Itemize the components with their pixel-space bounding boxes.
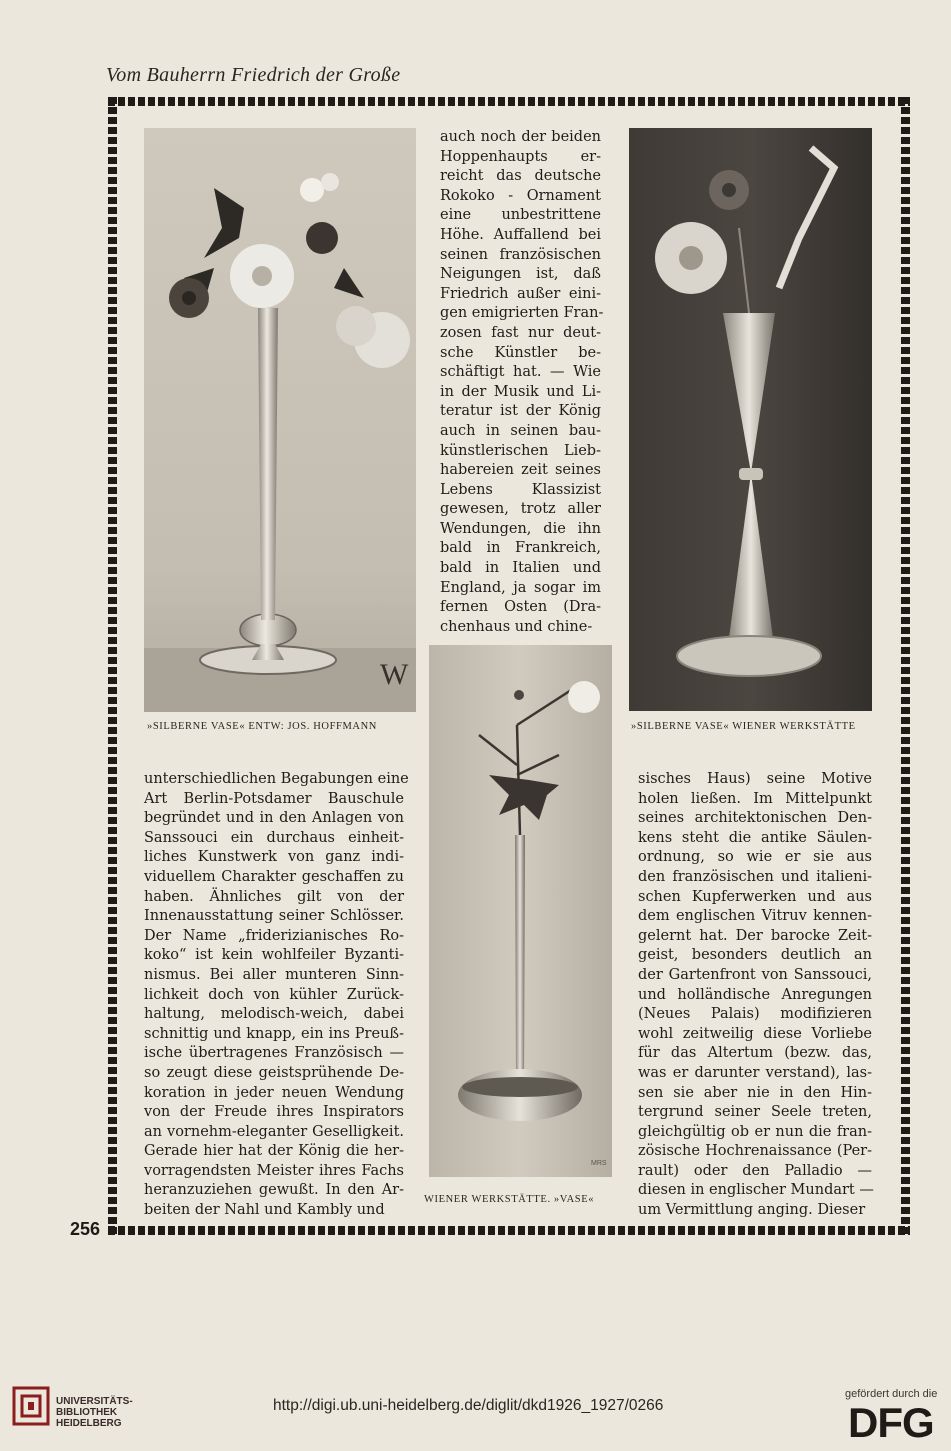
- svg-text:W: W: [380, 658, 409, 691]
- text-line: Art Berlin-Potsdamer Bauschule: [144, 790, 404, 807]
- text-line: schnittig und knapp, ein ins Preuß-: [144, 1025, 404, 1042]
- text-line: Der Name „friderizianisches Ro-: [144, 927, 404, 944]
- text-line: kens steht die antike Säulen-: [638, 829, 872, 846]
- text-line: Innenausstattung seiner Schlösser.: [144, 908, 404, 925]
- decorative-border-right: [901, 97, 910, 1235]
- text-line: in der Musik und Li-: [440, 383, 601, 400]
- text-line: England, ja sogar im: [440, 579, 601, 596]
- text-line: so zeugt diese geistsprühende De-: [144, 1064, 404, 1081]
- running-head: Vom Bauherrn Friedrich der Große: [106, 64, 401, 86]
- text-line: schen Kupferwerken und aus: [638, 888, 872, 905]
- text-line: koko“ ist kein wohlfeiler Byzanti-: [144, 947, 404, 964]
- text-line: diesen in englischer Mundart —: [638, 1182, 874, 1199]
- caption-right: »SILBERNE VASE« WIENER WERKSTÄTTE: [631, 721, 856, 732]
- text-line: teratur ist der König: [440, 403, 601, 420]
- text-line: haben. Ähnliches gilt von der: [144, 888, 404, 905]
- text-line: der Gartenfront von Sanssouci,: [638, 966, 872, 983]
- text-line: rault) oder den Palladio —: [638, 1162, 872, 1179]
- text-line: begründet und in den Anlagen von: [144, 810, 404, 827]
- text-line: eine unbestrittene: [440, 207, 601, 224]
- text-line: gewesen, trotz aller: [440, 501, 601, 518]
- text-line: auch noch der beiden: [440, 129, 601, 145]
- text-line: geist, besonders deutlich an: [638, 947, 872, 964]
- text-line: an vornehm-eleganter Geselligkeit.: [144, 1123, 404, 1140]
- text-line: bald in Italien und: [440, 560, 601, 577]
- text-line: Rokoko - Ornament: [440, 187, 601, 204]
- text-line: Friedrich außer eini-: [440, 285, 601, 302]
- text-line: dem englischen Vitruv kennen-: [638, 908, 872, 925]
- text-line: Gerade hier hat der König die her-: [144, 1143, 404, 1160]
- text-line: den französischen und italieni-: [638, 868, 872, 885]
- source-url-link[interactable]: http://digi.ub.uni-heidelberg.de/diglit/dkd1926_1927/0266: [273, 1397, 664, 1414]
- text-line: was er darunter verstand), las-: [638, 1064, 872, 1081]
- text-line: auch in seinen bau-: [440, 422, 601, 439]
- text-line: Sanssouci ein durchaus einheit-: [144, 829, 404, 846]
- text-column-left: [144, 770, 409, 1221]
- svg-text:MRS: MRS: [591, 1160, 607, 1167]
- text-line: bald in Frankreich,: [440, 540, 601, 557]
- decorative-border-top: [108, 97, 910, 106]
- text-line: tergrund seiner Seele treten,: [638, 1104, 872, 1121]
- text-line: Wendungen, die ihn: [440, 520, 601, 537]
- text-line: zösische Hochrenaissance (Per-: [638, 1143, 872, 1160]
- page-number: 256: [70, 1219, 101, 1239]
- text-line: künstlerischen Lieb-: [440, 442, 601, 459]
- text-line: chenhaus und chine-: [440, 618, 593, 635]
- text-column-top: [440, 128, 604, 637]
- text-line: gleichgültig ob er nun die fran-: [638, 1123, 872, 1140]
- text-line: koration in jeder neuen Wendung: [144, 1084, 404, 1101]
- text-line: lichkeit doch von kühler Zurück-: [144, 986, 404, 1003]
- text-line: von der Freude ihres Inspirators: [144, 1104, 404, 1121]
- text-line: ordnung, so wie er sie aus: [638, 849, 872, 866]
- text-line: Lebens Klassizist: [440, 481, 601, 498]
- text-line: liches Kunstwerk von ganz indi-: [144, 849, 404, 866]
- text-line: wohl zeitweilig diese Vorliebe: [638, 1025, 872, 1042]
- text-line: um Vermittlung anging. Dieser: [638, 1202, 866, 1219]
- text-line: (Neues Palais) modifizieren: [638, 1006, 872, 1023]
- text-line: seines architektonischen Den-: [638, 810, 872, 827]
- library-name: [56, 1396, 133, 1429]
- decorative-border-bottom: [108, 1226, 910, 1235]
- text-line: Hoppenhaupts er-: [440, 148, 601, 165]
- text-line: reicht das deutsche: [440, 168, 601, 185]
- text-line: zosen fast nur deut-: [440, 324, 601, 341]
- decorative-border-left: [108, 97, 117, 1235]
- text-line: gen emigrierten Fran-: [440, 305, 604, 322]
- library-name-line: UNIVERSITÄTS-: [56, 1396, 133, 1407]
- text-line: Neigungen ist, daß: [440, 266, 601, 283]
- text-line: habereien zeit seines: [440, 462, 601, 479]
- text-line: holen ließen. Im Mittelpunkt: [638, 790, 872, 807]
- university-library-logo-icon: [12, 1386, 50, 1426]
- caption-center: WIENER WERKSTÄTTE. »VASE«: [424, 1194, 595, 1205]
- text-line: fernen Osten (Dra-: [440, 599, 601, 616]
- text-line: sisches Haus) seine Motive: [638, 771, 872, 787]
- text-line: unterschiedlichen Begabungen eine: [144, 771, 409, 787]
- text-line: haltung, melodisch-weich, dabei: [144, 1006, 404, 1023]
- text-line: sche Künstler be-: [440, 344, 601, 361]
- library-name-line: BIBLIOTHEK: [56, 1407, 118, 1418]
- text-line: schäftigt hat. — Wie: [440, 364, 601, 381]
- text-line: und holländische Anregungen: [638, 986, 872, 1003]
- photo-vase-wiener-werkstaette-center: [429, 645, 612, 1177]
- text-line: nismus. Bei aller munteren Sinn-: [144, 966, 404, 983]
- text-line: für das Altertum (bezw. das,: [638, 1045, 872, 1062]
- text-line: heranzuziehen gewußt. In den Ar-: [144, 1182, 404, 1199]
- text-line: ische übertragenes Französisch —: [144, 1045, 404, 1062]
- photo-silver-vase-wiener-werkstaette: [629, 128, 872, 711]
- text-line: viduellem Charakter geschaffen zu: [144, 868, 404, 885]
- text-line: gelernt hat. Der barocke Zeit-: [638, 927, 872, 944]
- caption-left: »SILBERNE VASE« ENTW: JOS. HOFFMANN: [147, 721, 377, 732]
- text-line: vorragendsten Meister ihres Fachs: [144, 1162, 404, 1179]
- dfg-logo: DFG: [848, 1399, 934, 1446]
- text-column-right: [638, 770, 872, 1221]
- text-line: seinen französischen: [440, 246, 601, 263]
- library-name-line: HEIDELBERG: [56, 1418, 122, 1429]
- text-line: Höhe. Auffallend bei: [440, 226, 601, 243]
- funding-note: gefördert durch die: [845, 1388, 938, 1400]
- photo-silver-vase-hoffmann: [144, 128, 416, 712]
- text-line: beiten der Nahl und Kambly und: [144, 1202, 385, 1219]
- text-line: sen sie aber nie in den Hin-: [638, 1084, 872, 1101]
